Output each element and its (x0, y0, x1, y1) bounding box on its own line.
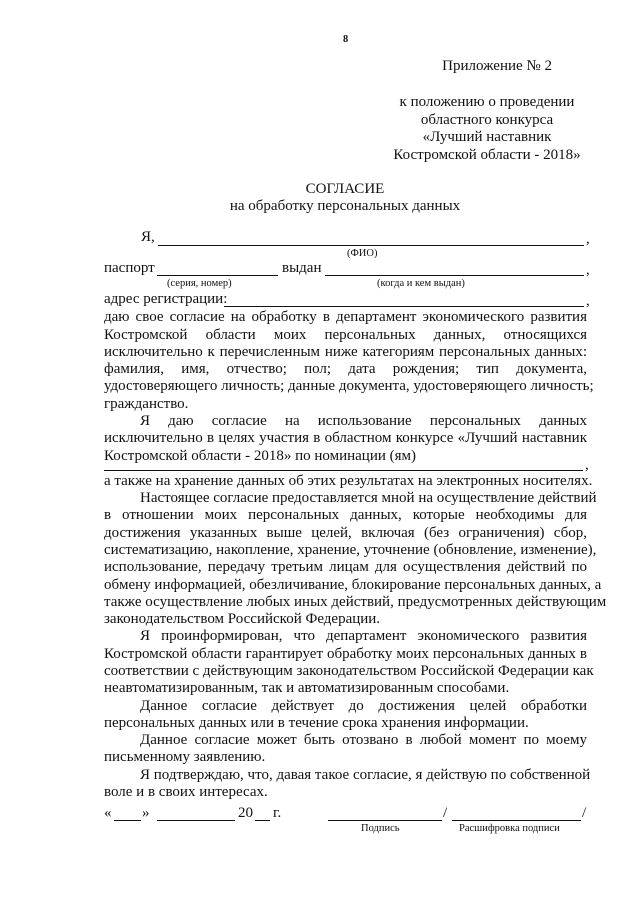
signature-slash-end: / (582, 805, 587, 821)
passport-series-line[interactable] (157, 275, 278, 276)
confirmation-line: воле и в своих интересах. (104, 784, 268, 800)
actions-line: достижения указанных выше целей, включая (без ограничения) сбор, (104, 525, 587, 541)
date-quote-open: « (104, 805, 112, 821)
issued-by-line[interactable] (325, 275, 584, 276)
validity-line: персональных данных или в течение срока хранения информации. (104, 715, 529, 731)
signature-line[interactable] (328, 820, 442, 821)
consent-line: Костромской области моих персональных данных, относящихся (104, 327, 587, 343)
address-field-line[interactable] (224, 306, 584, 307)
appendix-line: «Лучший наставник (422, 129, 552, 145)
informed-line: соответствии с действующим законодательством Российской Федерации как (104, 663, 594, 679)
address-comma: , (586, 293, 590, 309)
signature-slash: / (443, 805, 448, 821)
purpose-line: Я даю согласие на использование персональных данных (140, 413, 587, 429)
appendix-line: к положению о проведении (399, 94, 575, 110)
nomination-comma: , (585, 457, 589, 473)
actions-line: также осуществление любых иных действий, предусмотренных действующим (104, 594, 607, 610)
date-year-prefix: 20 (238, 805, 253, 821)
revocation-line: письменному заявлению. (104, 749, 266, 765)
issued-label: выдан (282, 260, 322, 276)
revocation-line: Данное согласие может быть отозвано в любой момент по моему (140, 732, 587, 748)
date-month-line[interactable] (157, 820, 235, 821)
document-title: СОГЛАСИЕ (305, 181, 385, 197)
purpose-line: исключительно в целях участия в областном конкурсе «Лучший наставник (104, 430, 587, 446)
address-label: адрес регистрации: (104, 291, 228, 307)
nomination-field-line[interactable] (104, 470, 583, 471)
date-year-suffix: г. (273, 805, 282, 821)
passport-label: паспорт (104, 260, 155, 276)
appendix-title: Приложение № 2 (442, 58, 552, 74)
actions-line: в отношении моих персональных данных, которые необходимы для (104, 507, 587, 523)
consent-line: даю свое согласие на обработку в департамент экономического развития (104, 309, 587, 325)
purpose-line: Костромской области - 2018» по номинации (ям) (104, 448, 417, 464)
actions-line: обмену информацией, обезличивание, блокирование персональных данных, а (104, 577, 602, 593)
informed-line: Я проинформирован, что департамент экономического развития (140, 628, 587, 644)
confirmation-line: Я подтверждаю, что, давая такое согласие, я действую по собственной (140, 767, 591, 783)
consent-line: исключительно к перечисленным ниже категориям персональных данных: (104, 344, 587, 360)
consent-line: гражданство. (104, 396, 189, 412)
appendix-line: областного конкурса (420, 111, 554, 128)
consent-line: фамилия, имя, отчество; пол; дата рождения; тип документа, (104, 361, 587, 377)
document-subtitle: на обработку персональных данных (229, 198, 461, 214)
date-day-line[interactable] (114, 820, 141, 821)
fio-caption: (ФИО) (347, 248, 378, 259)
series-caption: (серия, номер) (167, 278, 232, 289)
date-year-line[interactable] (255, 820, 270, 821)
fio-field-line[interactable] (158, 245, 584, 246)
fio-comma: , (586, 231, 590, 247)
appendix-line: Костромской области - 2018» (393, 146, 581, 163)
date-quote-close: » (142, 805, 150, 821)
issued-comma: , (586, 262, 590, 278)
consent-line: удостоверяющего личность; данные документа, удостоверяющего личность; (104, 378, 594, 394)
signature-decode-caption: Расшифровка подписи (459, 823, 560, 834)
storage-line: а также на хранение данных об этих результатах на электронных носителях. (104, 473, 593, 489)
signature-caption: Подпись (361, 823, 400, 834)
page-number: 8 (343, 34, 349, 45)
informed-line: Костромской области гарантирует обработку моих персональных данных в (104, 646, 587, 662)
i-label: Я, (141, 229, 155, 245)
issued-caption: (когда и кем выдан) (377, 278, 465, 289)
actions-line: Настоящее согласие предоставляется мной на осуществление действий (140, 490, 597, 506)
appendix-caption (387, 94, 587, 164)
validity-line: Данное согласие действует до достижения целей обработки (140, 698, 587, 714)
informed-line: неавтоматизированным, так и автоматизированным способами. (104, 680, 510, 696)
actions-line: законодательством Российской Федерации. (104, 611, 381, 627)
actions-line: систематизацию, накопление, хранение, уточнение (обновление, изменение), (104, 542, 597, 558)
signature-decode-line[interactable] (452, 820, 581, 821)
actions-line: использование, передачу третьим лицам для осуществления действий по (104, 559, 587, 575)
